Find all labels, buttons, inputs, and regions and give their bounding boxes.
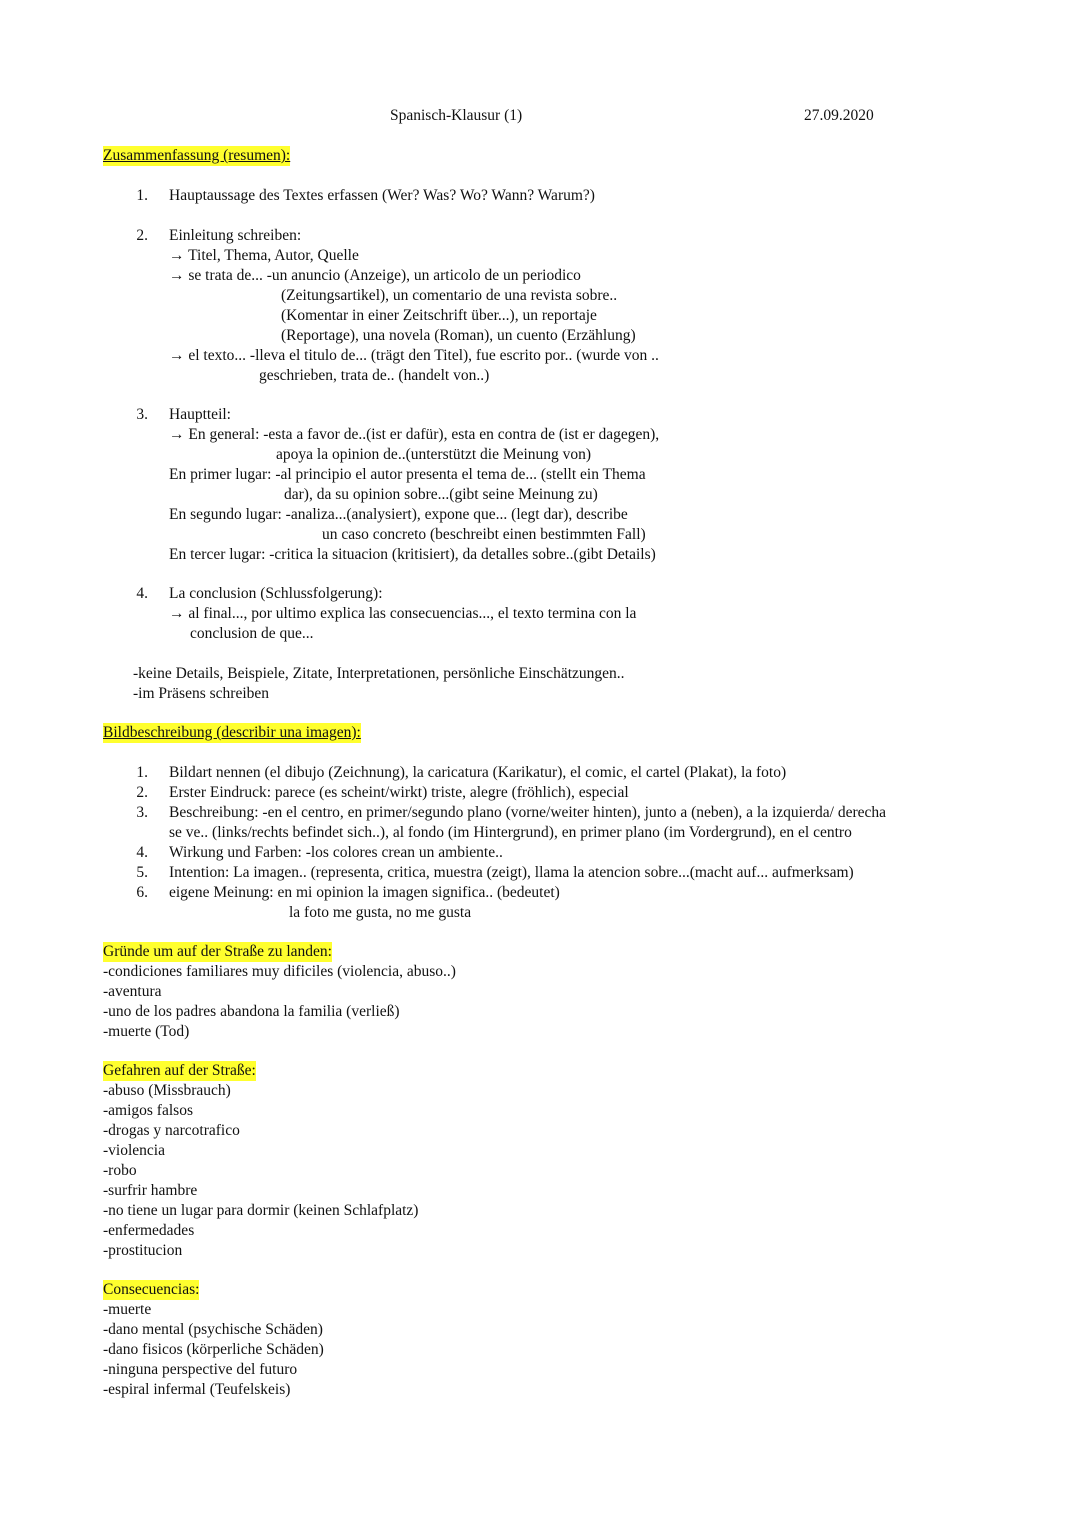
list-item: -muerte (Tod) xyxy=(103,1023,190,1040)
list-item-text: un caso concreto (beschreibt einen bestimmten Fall) xyxy=(322,526,646,543)
list-item: -drogas y narcotrafico xyxy=(103,1122,240,1139)
section-heading-consecuencias: Consecuencias: xyxy=(103,1281,200,1298)
list-item-text: Einleitung schreiben: xyxy=(169,227,302,244)
list-item: -no tiene un lugar para dormir (keinen Schlafplatz) xyxy=(103,1202,419,1219)
section-heading-resumen: Zusammenfassung (resumen): xyxy=(103,147,291,164)
list-number: 5. xyxy=(136,864,148,881)
list-item-text: → En general: -esta a favor de..(ist er dafür), esta en contra de (ist er dagegen), xyxy=(169,426,660,443)
list-item: -enfermedades xyxy=(103,1222,195,1239)
list-item-text: → se trata de... -un anuncio (Anzeige), un articolo de un periodico xyxy=(169,267,581,284)
list-item-text: Bildart nennen (el dibujo (Zeichnung), la caricatura (Karikatur), el comic, el cartel (Plakat), la foto) xyxy=(169,764,787,781)
list-number: 1. xyxy=(136,764,148,781)
list-number: 3. xyxy=(136,406,148,423)
list-item-text: (Komentar in einer Zeitschrift über...), un reportaje xyxy=(281,307,597,324)
list-item: -ninguna perspective del futuro xyxy=(103,1361,298,1378)
list-number: 4. xyxy=(136,844,148,861)
list-item-text: La conclusion (Schlussfolgerung): xyxy=(169,585,383,602)
list-item: -dano fisicos (körperliche Schäden) xyxy=(103,1341,324,1358)
list-item-text: conclusion de que... xyxy=(190,625,314,642)
list-item-text: En primer lugar: -al principio el autor presenta el tema de... (stellt ein Thema xyxy=(169,466,646,483)
list-item-text: Beschreibung: -en el centro, en primer/segundo plano (vorne/weiter hinten), junto a (neben), a la izquierda/ derecha xyxy=(169,804,887,821)
list-item-text: la foto me gusta, no me gusta xyxy=(289,904,472,921)
list-item: -surfrir hambre xyxy=(103,1182,198,1199)
list-item-text: Erster Eindruck: parece (es scheint/wirkt) triste, alegre (fröhlich), especial xyxy=(169,784,629,801)
list-number: 1. xyxy=(136,187,148,204)
list-item-text: Intention: La imagen.. (representa, critica, muestra (zeigt), llama la atencion sobre...(macht auf... aufmerksam) xyxy=(169,864,854,881)
list-item-text: Wirkung und Farben: -los colores crean un ambiente.. xyxy=(169,844,503,861)
list-item-text: (Zeitungsartikel), un comentario de una revista sobre.. xyxy=(281,287,618,304)
list-item-text: apoya la opinion de..(unterstützt die Meinung von) xyxy=(276,446,592,463)
list-number: 3. xyxy=(136,804,148,821)
note-line: -keine Details, Beispiele, Zitate, Interpretationen, persönliche Einschätzungen.. xyxy=(133,665,625,682)
list-number: 6. xyxy=(136,884,148,901)
list-item: -robo xyxy=(103,1162,137,1179)
list-item-text: → el texto... -lleva el titulo de... (trägt den Titel), fue escrito por.. (wurde von .. xyxy=(169,347,659,364)
list-item: -aventura xyxy=(103,983,162,1000)
list-item: -condiciones familiares muy dificiles (violencia, abuso..) xyxy=(103,963,456,980)
list-item-text: dar), da su opinion sobre...(gibt seine Meinung zu) xyxy=(284,486,598,503)
list-item-text: → al final..., por ultimo explica las consecuencias..., el texto termina con la xyxy=(169,605,637,622)
list-item-text: se ve.. (links/rechts befindet sich..), al fondo (im Hintergrund), en primer plano (im Vordergrund), en el centro xyxy=(169,824,852,841)
list-item: -espiral infermal (Teufelskeis) xyxy=(103,1381,291,1398)
list-number: 4. xyxy=(136,585,148,602)
list-item-text: eigene Meinung: en mi opinion la imagen significa.. (bedeutet) xyxy=(169,884,560,901)
list-item: -violencia xyxy=(103,1142,165,1159)
document-date: 27.09.2020 xyxy=(804,107,874,124)
list-item: -uno de los padres abandona la familia (verließ) xyxy=(103,1003,400,1020)
list-item-text: → Titel, Thema, Autor, Quelle xyxy=(169,247,359,264)
list-number: 2. xyxy=(136,784,148,801)
list-item: -amigos falsos xyxy=(103,1102,193,1119)
section-heading-imagen: Bildbeschreibung (describir una imagen): xyxy=(103,724,361,741)
list-item: -muerte xyxy=(103,1301,152,1318)
document-title: Spanisch-Klausur (1) xyxy=(390,107,523,124)
list-number: 2. xyxy=(136,227,148,244)
list-item-text: (Reportage), una novela (Roman), un cuento (Erzählung) xyxy=(281,327,636,344)
list-item-text: En tercer lugar: -critica la situacion (kritisiert), da detalles sobre..(gibt Details) xyxy=(169,546,656,563)
list-item: -abuso (Missbrauch) xyxy=(103,1082,231,1099)
note-line: -im Präsens schreiben xyxy=(133,685,270,702)
section-heading-gefahren: Gefahren auf der Straße: xyxy=(103,1062,256,1079)
list-item-text: geschrieben, trata de.. (handelt von..) xyxy=(259,367,490,384)
list-item-text: En segundo lugar: -analiza...(analysiert), expone que... (legt dar), describe xyxy=(169,506,628,523)
list-item-text: Hauptteil: xyxy=(169,406,231,423)
list-item: -dano mental (psychische Schäden) xyxy=(103,1321,323,1338)
list-item: -prostitucion xyxy=(103,1242,183,1259)
list-item-text: Hauptaussage des Textes erfassen (Wer? Was? Wo? Wann? Warum?) xyxy=(169,187,595,204)
section-heading-gruende: Gründe um auf der Straße zu landen: xyxy=(103,943,332,960)
